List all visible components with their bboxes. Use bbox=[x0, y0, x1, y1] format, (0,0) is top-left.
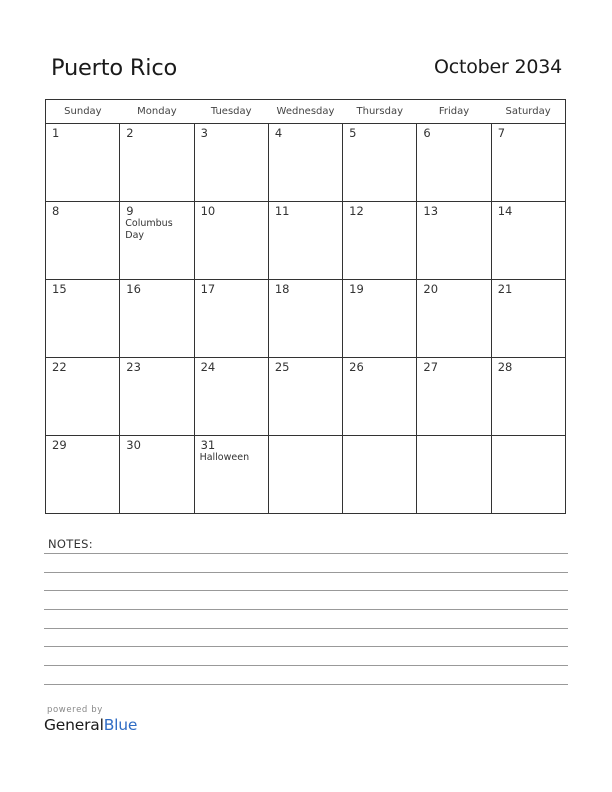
day-cell bbox=[491, 358, 565, 436]
holiday-label: Halloween bbox=[199, 452, 250, 463]
day-cell bbox=[120, 202, 194, 280]
day-cell bbox=[343, 280, 417, 358]
day-cell bbox=[268, 358, 342, 436]
note-line bbox=[44, 572, 568, 573]
day-number: 9 bbox=[126, 204, 134, 218]
brand-name-blue: Blue bbox=[103, 716, 138, 734]
day-number: 12 bbox=[349, 204, 364, 218]
day-cell bbox=[194, 202, 268, 280]
day-cell bbox=[491, 280, 565, 358]
weekday-tuesday: Tuesday bbox=[194, 100, 268, 124]
notes-label: NOTES: bbox=[48, 537, 93, 551]
day-cell bbox=[343, 202, 417, 280]
day-number: 2 bbox=[126, 126, 134, 140]
note-line bbox=[44, 553, 568, 554]
day-cell bbox=[46, 202, 120, 280]
day-cell bbox=[343, 358, 417, 436]
day-number: 21 bbox=[497, 282, 513, 296]
day-cell bbox=[120, 358, 194, 436]
day-number: 19 bbox=[349, 282, 364, 296]
day-cell bbox=[417, 280, 491, 358]
day-cell bbox=[268, 202, 342, 280]
weekday-sunday: Sunday bbox=[46, 100, 120, 124]
note-line bbox=[44, 665, 568, 666]
day-cell bbox=[46, 280, 120, 358]
day-cell bbox=[120, 124, 194, 202]
empty-day-cell bbox=[417, 436, 491, 514]
note-line bbox=[44, 646, 568, 647]
day-number: 31 bbox=[200, 438, 216, 452]
month-year-title: October 2034 bbox=[433, 56, 562, 78]
brand-name-general: General bbox=[44, 716, 104, 734]
day-cell bbox=[417, 358, 491, 436]
day-cell bbox=[194, 358, 268, 436]
weekday-monday: Monday bbox=[120, 100, 194, 124]
day-cell bbox=[46, 358, 120, 436]
country-title: Puerto Rico bbox=[51, 55, 178, 81]
day-number: 29 bbox=[52, 438, 67, 452]
day-number: 28 bbox=[497, 360, 513, 374]
day-number: 10 bbox=[200, 204, 216, 218]
weekday-saturday: Saturday bbox=[491, 100, 565, 124]
note-line bbox=[44, 609, 568, 610]
day-cell bbox=[417, 124, 491, 202]
day-cell bbox=[120, 280, 194, 358]
day-number: 8 bbox=[52, 204, 60, 218]
day-number: 1 bbox=[52, 126, 60, 140]
day-cell bbox=[268, 280, 342, 358]
day-number: 20 bbox=[423, 282, 439, 296]
day-number: 30 bbox=[126, 438, 141, 452]
week-row bbox=[46, 436, 566, 514]
day-number: 26 bbox=[349, 360, 364, 374]
day-cell bbox=[417, 202, 491, 280]
day-number: 13 bbox=[423, 204, 439, 218]
day-number: 23 bbox=[126, 360, 141, 374]
note-line bbox=[44, 628, 568, 629]
day-number: 25 bbox=[274, 360, 290, 374]
day-number: 17 bbox=[200, 282, 216, 296]
weekday-header-row bbox=[46, 100, 566, 124]
day-cell bbox=[343, 124, 417, 202]
week-row bbox=[46, 280, 566, 358]
day-cell bbox=[491, 124, 565, 202]
day-number: 16 bbox=[126, 282, 141, 296]
day-number: 24 bbox=[200, 360, 216, 374]
weekday-wednesday: Wednesday bbox=[268, 100, 342, 124]
week-row bbox=[46, 202, 566, 280]
day-cell bbox=[46, 436, 120, 514]
day-cell bbox=[120, 436, 194, 514]
day-number: 4 bbox=[274, 126, 283, 140]
day-cell bbox=[268, 124, 342, 202]
day-cell bbox=[194, 280, 268, 358]
note-line bbox=[44, 590, 568, 591]
weekday-friday: Friday bbox=[417, 100, 491, 124]
day-cell bbox=[491, 202, 565, 280]
holiday-label: Columbus Day bbox=[125, 218, 173, 241]
day-number: 7 bbox=[497, 126, 506, 140]
empty-day-cell bbox=[268, 436, 342, 514]
day-number: 6 bbox=[423, 126, 431, 140]
day-number: 18 bbox=[274, 282, 290, 296]
day-number: 5 bbox=[349, 126, 357, 140]
week-row bbox=[46, 124, 566, 202]
day-number: 14 bbox=[497, 204, 513, 218]
day-number: 11 bbox=[274, 204, 290, 218]
week-row bbox=[46, 358, 566, 436]
powered-by-text: powered by bbox=[47, 705, 103, 715]
calendar-grid bbox=[45, 99, 566, 514]
day-number: 22 bbox=[52, 360, 67, 374]
day-number: 15 bbox=[52, 282, 67, 296]
note-line bbox=[44, 684, 568, 685]
empty-day-cell bbox=[343, 436, 417, 514]
day-number: 27 bbox=[423, 360, 439, 374]
empty-day-cell bbox=[491, 436, 565, 514]
day-cell bbox=[194, 124, 268, 202]
brand-logo bbox=[44, 716, 137, 734]
day-number: 3 bbox=[200, 126, 208, 140]
weekday-thursday: Thursday bbox=[343, 100, 417, 124]
day-cell bbox=[46, 124, 120, 202]
day-cell bbox=[194, 436, 268, 514]
